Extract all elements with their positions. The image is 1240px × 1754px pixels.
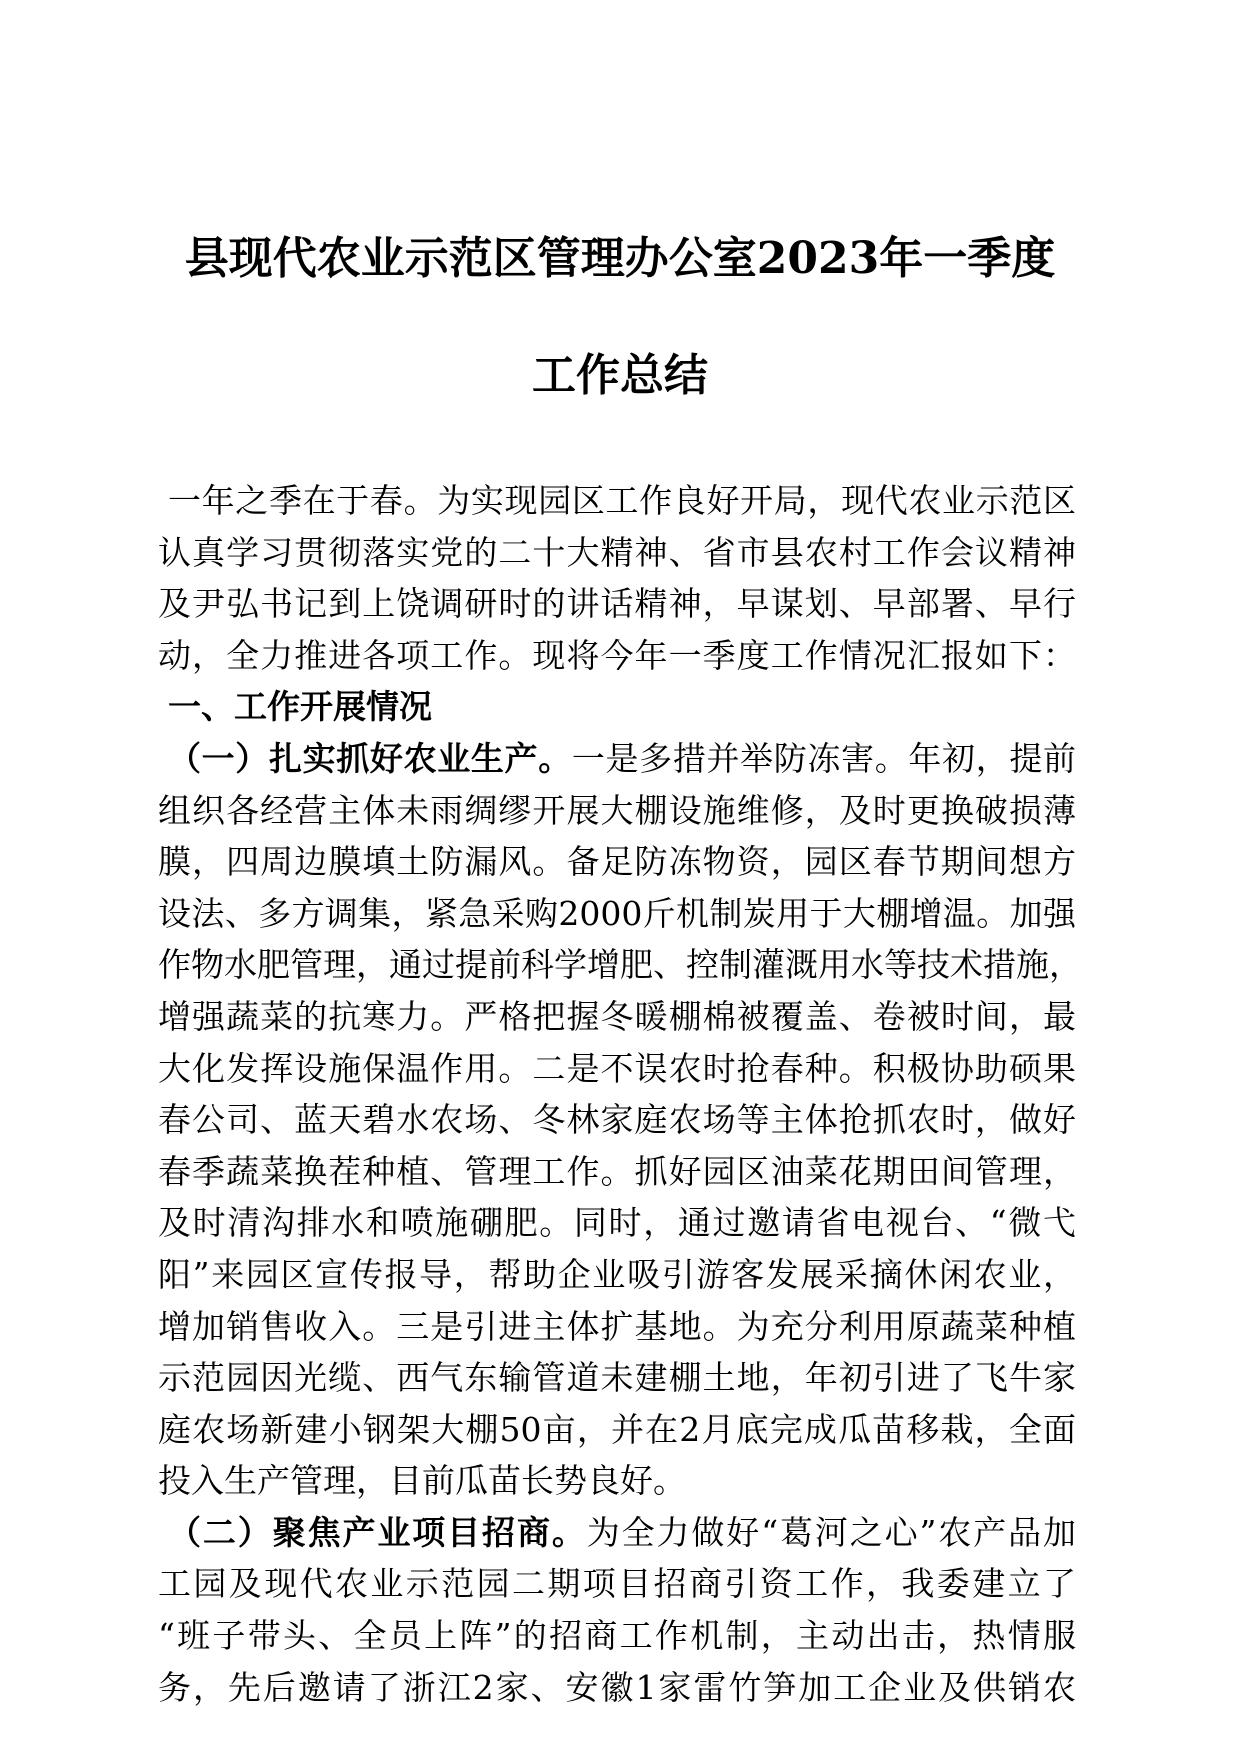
body-line: 一年之季在于春。为实现园区工作良好开局，现代农业示范区 xyxy=(168,481,1076,520)
subsection-heading: （二）聚焦产业项目招商。 xyxy=(168,1512,587,1552)
document-title-line-2: 工作总结 xyxy=(532,350,708,401)
body-line: 及尹弘书记到上饶调研时的讲话精神，早谋划、早部署、早行 xyxy=(158,584,1076,624)
body-line: 作物水肥管理，通过提前科学增肥、控制灌溉用水等技术措施， xyxy=(158,945,1082,985)
body-line: 增强蔬菜的抗寒力。严格把握冬暖棚棉被覆盖、卷被时间，最 xyxy=(158,996,1076,1036)
body-line: 膜，四周边膜填土防漏风。备足防冻物资，园区春节期间想方 xyxy=(158,842,1076,882)
body-line: 春公司、蓝天碧水农场、冬林家庭农场等主体抢抓农时，做好 xyxy=(158,1100,1076,1140)
section-heading: 一、工作开展情况 xyxy=(168,687,432,727)
body-line xyxy=(158,1507,1076,1559)
body-line: 及时清沟排水和喷施硼肥。同时，通过邀请省电视台、“微弋 xyxy=(158,1203,1076,1243)
body-line: 阳”来园区宣传报导，帮助企业吸引游客发展采摘休闲农业， xyxy=(158,1254,1076,1294)
body-line-segment: 一是多措并举防冻害。年初，提前 xyxy=(571,738,1077,778)
body-line: 大化发挥设施保温作用。二是不误农时抢春种。积极协助硕果 xyxy=(158,1048,1076,1088)
document-title-line-1: 县现代农业示范区管理办公室2023年一季度 xyxy=(184,233,1056,284)
body-line: 春季蔬菜换茬种植、管理工作。抓好园区油菜花期田间管理， xyxy=(158,1151,1076,1191)
document-body xyxy=(158,475,1082,1713)
body-line: “班子带头、全员上阵”的招商工作机制，主动出击，热情服 xyxy=(158,1616,1076,1656)
body-line: 庭农场新建小钢架大棚50亩，并在2月底完成瓜苗移栽，全面 xyxy=(158,1409,1076,1449)
body-line: 投入生产管理，目前瓜苗长势良好。 xyxy=(158,1461,686,1501)
subsection-heading: （一）扎实抓好农业生产。 xyxy=(168,738,572,778)
body-line: 动，全力推进各项工作。现将今年一季度工作情况汇报如下： xyxy=(158,635,1076,675)
body-line: 工园及现代农业示范园二期项目招商引资工作，我委建立了 xyxy=(158,1564,1076,1604)
body-line-segment: 为全力做好“葛河之心”农产品加 xyxy=(586,1512,1076,1552)
body-line xyxy=(158,733,1076,785)
body-line: 示范园因光缆、西气东输管道未建棚土地，年初引进了飞牛家 xyxy=(158,1358,1076,1398)
body-line: 务，先后邀请了浙江2家、安徽1家雷竹笋加工企业及供销农 xyxy=(158,1667,1076,1707)
body-line: 认真学习贯彻落实党的二十大精神、省市县农村工作会议精神 xyxy=(158,532,1076,572)
body-line: 组织各经营主体未雨绸缪开展大棚设施维修，及时更换破损薄 xyxy=(158,790,1076,830)
body-line: 增加销售收入。三是引进主体扩基地。为充分利用原蔬菜种植 xyxy=(158,1306,1076,1346)
body-line: 设法、多方调集，紧急采购2000斤机制炭用于大棚增温。加强 xyxy=(158,893,1076,933)
